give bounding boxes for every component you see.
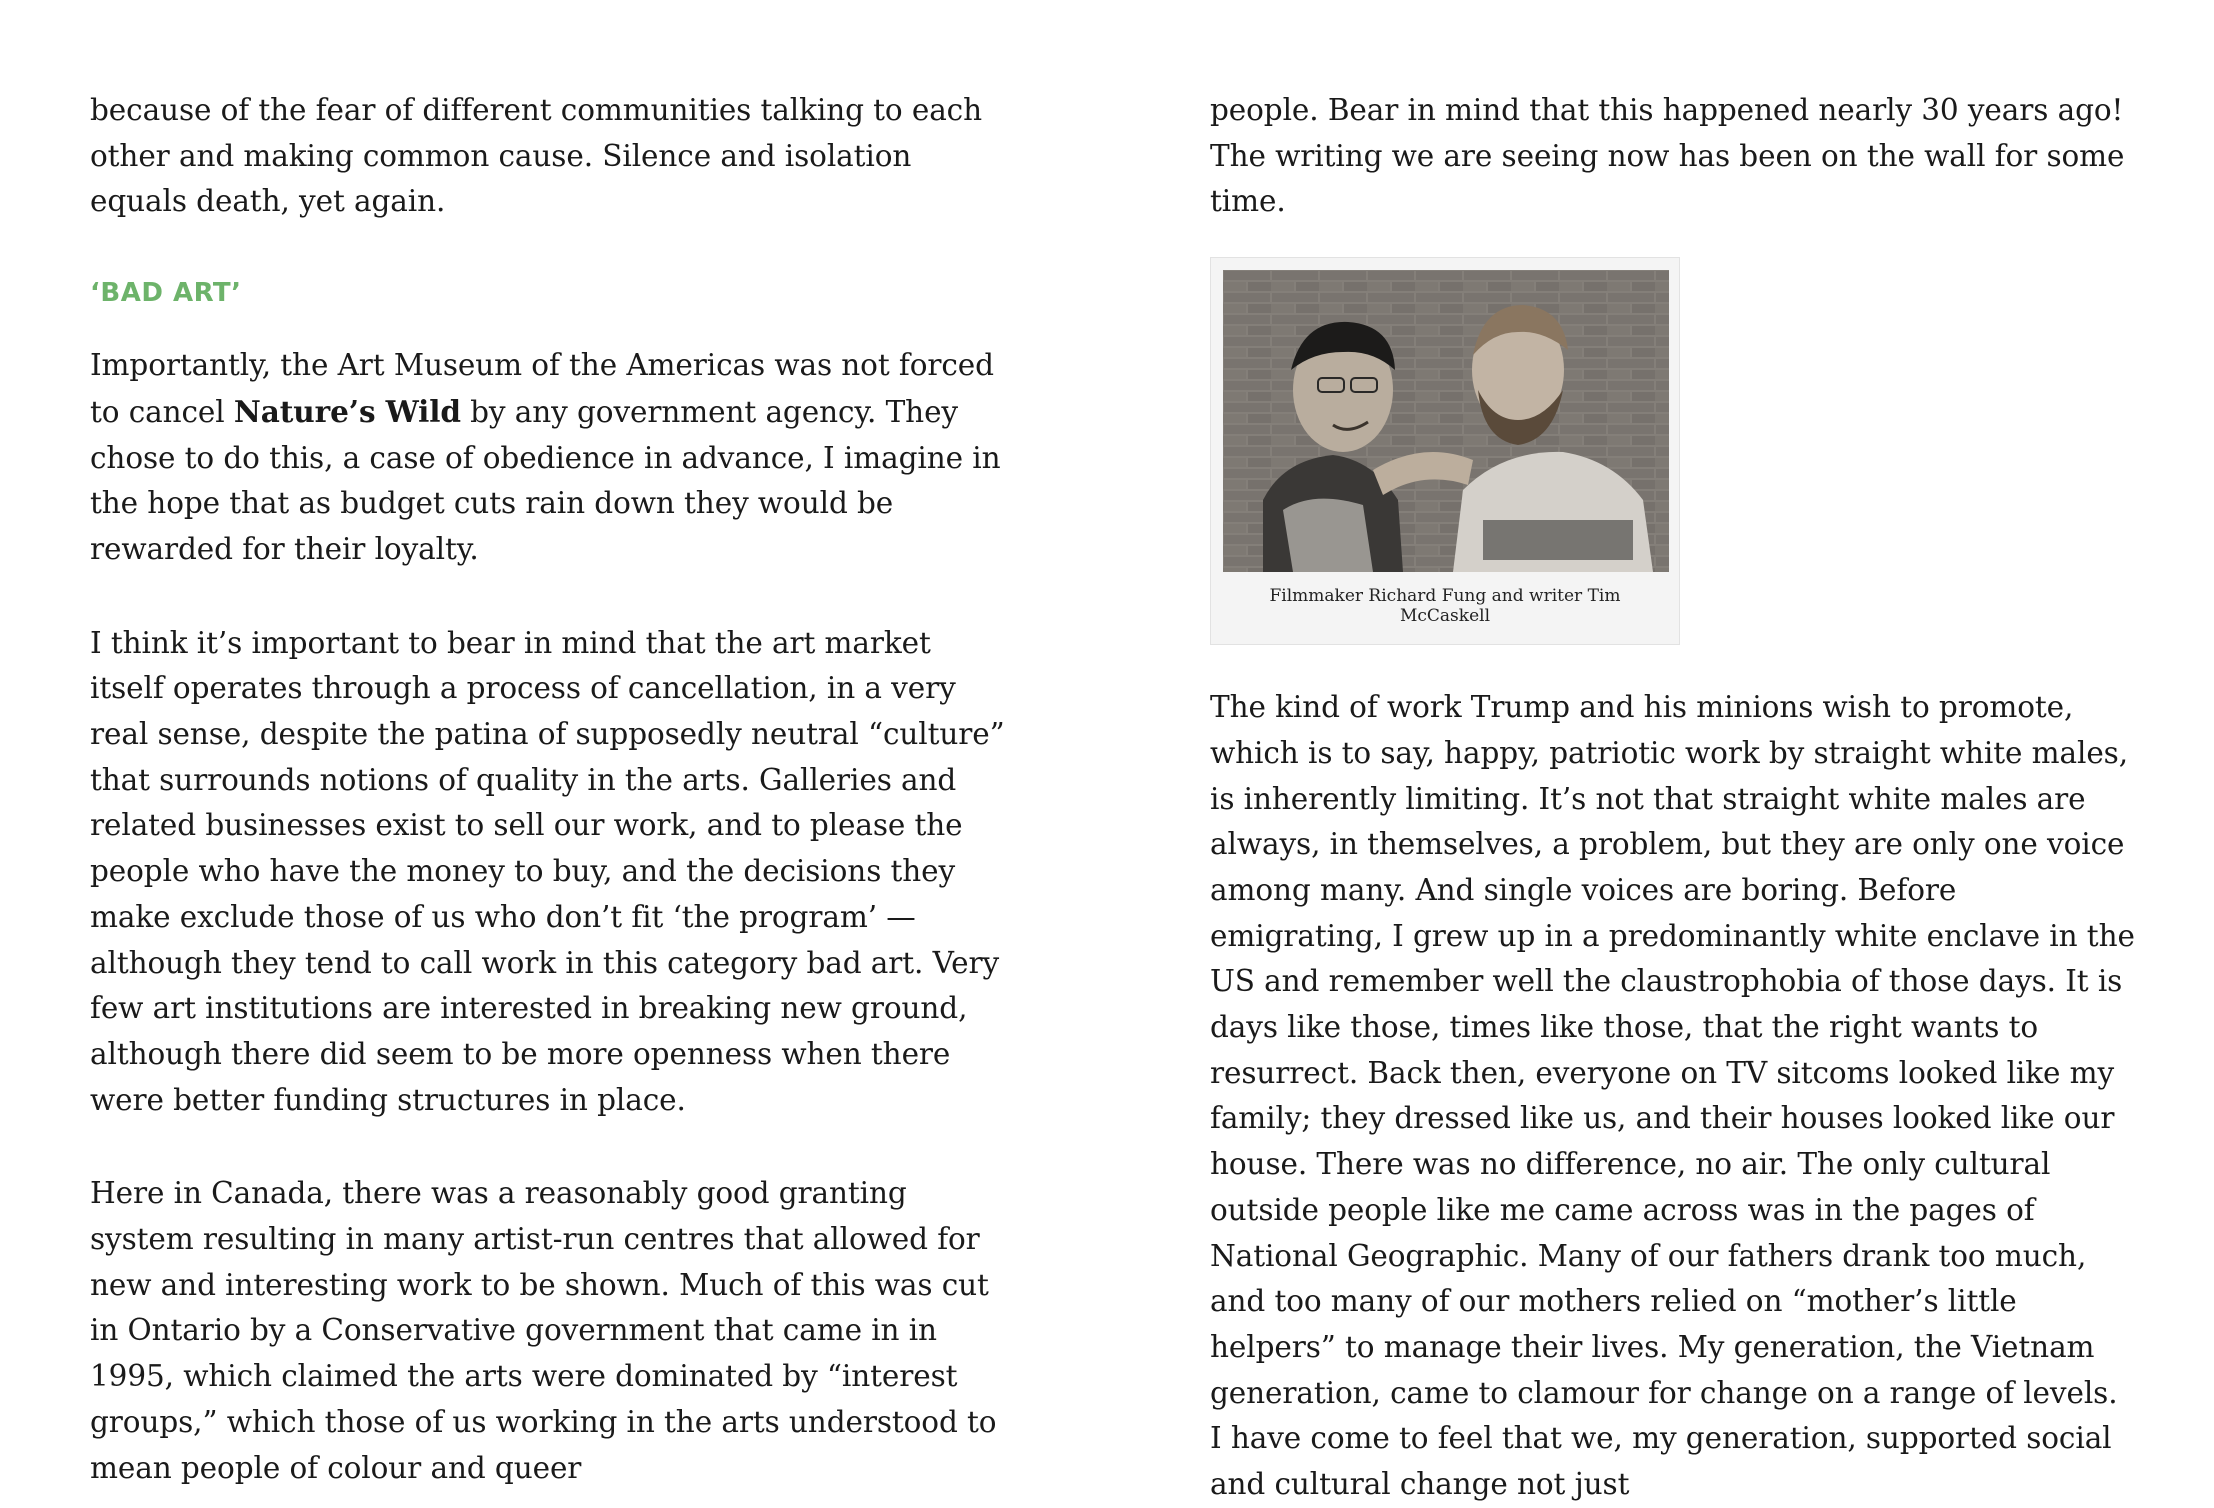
left-paragraph-4: Here in Canada, there was a reasonably good granting system resulting in many artist-run centres that allowed for new and interesting work to be shown. Much of this was cut in Ontario by a Conservative government that came in in 1995, which claimed the arts were dominated by “interest groups,” which those of us working in the arts understood to mean people of colour and queer: [90, 1176, 997, 1485]
right-column: [1210, 88, 2135, 1508]
left-paragraph-1: because of the fear of different communities talking to each other and making common cause. Silence and isolation equals death, yet again.: [90, 93, 983, 219]
right-paragraph-1: people. Bear in mind that this happened nearly 30 years ago! The writing we are seeing now has been on the wall for some time.: [1210, 93, 2125, 219]
section-heading: ‘BAD ART’: [90, 278, 242, 309]
figure-caption: Filmmaker Richard Fung and writer Tim McCaskell: [1269, 586, 1621, 627]
right-paragraph-2: The kind of work Trump and his minions wish to promote, which is to say, happy, patriotic work by straight white males, is inherently limiting. It’s not that straight white males are always, in themselves, a problem, but they are only one voice among many. And single voices are boring. Before emigrating, I grew up in a predominantly white enclave in the US and remember well the claustrophobia of those days. It is days like those, times like those, that the right wants to resurrect. Back then, everyone on TV sitcoms looked like my family; they dressed like us, and their houses looked like our house. There was no difference, no air. The only cultural outside people like me came across was in the pages of National Geographic. Many of our fathers drank too much, and too many of our mothers relied on “mother’s little helpers” to manage their lives. My generation, the Vietnam generation, came to clamour for change on a range of levels. I have come to feel that we, my generation, supported social and cultural change not just: [1210, 690, 2135, 1502]
paragraph-2-rest: by any government agency. They chose to do this, a case of obedience in advance, I imagine in the hope that as budget cuts rain down they would be rewarded for their loyalty.: [90, 394, 1001, 566]
artwork-title: Nature’s Wild: [233, 393, 461, 429]
left-column: [90, 88, 1010, 1491]
left-paragraph-2: [90, 343, 1010, 573]
photo-figure: [1210, 257, 1680, 645]
portrait-photo: [1223, 270, 1669, 572]
paragraph-2-lead: Importantly, the Art Museum of the Americas was not forced to cancel: [90, 348, 994, 429]
left-paragraph-3: I think it’s important to bear in mind that the art market itself operates through a process of cancellation, in a very real sense, despite the patina of supposedly neutral “culture” that surrounds notions of quality in the arts. Galleries and related businesses exist to sell our work, and to please the people who have the money to buy, and the decisions they make exclude those of us who don’t fit ‘the program’ — although they tend to call work in this category bad art. Very few art institutions are interested in breaking new ground, although there did seem to be more openness when there were better funding structures in place.: [90, 625, 1005, 1117]
